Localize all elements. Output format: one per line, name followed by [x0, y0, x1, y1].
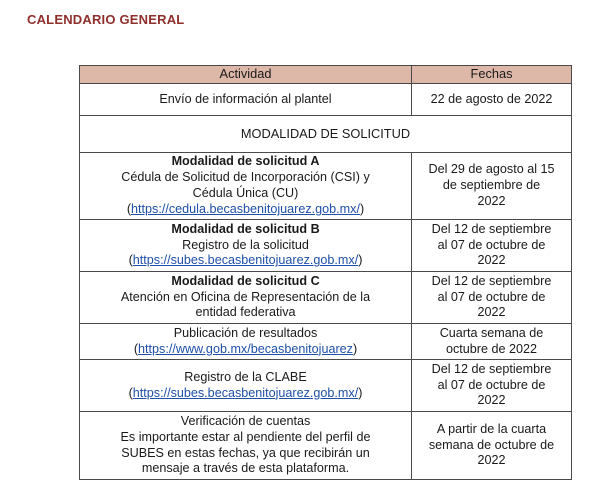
dates-text: 2022 — [477, 305, 506, 320]
calendar-table — [79, 65, 572, 480]
row-text: Es importante estar al pendiente del perfil de — [120, 429, 371, 444]
section-label: MODALIDAD DE SOLICITUD — [80, 116, 572, 153]
table-row — [80, 360, 572, 412]
dates-cell — [412, 360, 572, 412]
row-text: Atención en Oficina de Representación de la — [120, 289, 371, 304]
dates-text: al 07 de octubre de — [437, 289, 546, 304]
dates-cell — [412, 153, 572, 220]
activity-cell — [80, 220, 412, 272]
table-row — [80, 412, 572, 480]
dates-text: A partir de la cuarta — [436, 421, 547, 436]
dates-text: semana de octubre de — [428, 437, 555, 452]
dates-text: Del 12 de septiembre — [431, 273, 552, 288]
table-row — [80, 324, 572, 360]
row-text: Verificación de cuentas — [180, 413, 311, 428]
row-text: Cédula Única (CU) — [192, 186, 299, 200]
cedula-link[interactable]: (https://cedula.becasbenitojuarez.gob.mx/) — [126, 201, 365, 216]
table-header-row — [80, 66, 572, 84]
gob-link[interactable]: (https://www.gob.mx/becasbenitojuarez) — [133, 341, 358, 356]
activity-cell: Envío de información al plantel — [80, 84, 412, 116]
dates-text: 2022 — [477, 453, 506, 468]
dates-text: Cuarta semana de — [439, 325, 544, 340]
row-title: Modalidad de solicitud B — [171, 221, 320, 236]
dates-text: Del 12 de septiembre — [431, 361, 552, 376]
row-text: Registro de la CLABE — [184, 369, 307, 384]
activity-cell — [80, 153, 412, 220]
dates-cell — [412, 412, 572, 480]
dates-text: octubre de 2022 — [445, 341, 538, 356]
subes-link[interactable]: (https://subes.becasbenitojuarez.gob.mx/) — [128, 385, 363, 400]
subes-link[interactable]: (https://subes.becasbenitojuarez.gob.mx/) — [128, 253, 363, 268]
section-row — [80, 116, 572, 153]
activity-cell — [80, 360, 412, 412]
table-row — [80, 272, 572, 324]
dates-text: 2022 — [477, 193, 506, 208]
table-row — [80, 84, 572, 116]
row-title: Modalidad de solicitud A — [171, 154, 320, 169]
page-title: CALENDARIO GENERAL — [27, 12, 185, 27]
dates-text: 2022 — [477, 253, 506, 268]
dates-cell — [412, 220, 572, 272]
row-text: Cédula de Solicitud de Incorporación (CSI) y — [121, 170, 370, 185]
activity-cell — [80, 412, 412, 480]
activity-cell — [80, 272, 412, 324]
dates-cell — [412, 272, 572, 324]
table-row — [80, 220, 572, 272]
row-text: entidad federativa — [195, 305, 296, 320]
row-text: Publicación de resultados — [173, 325, 318, 340]
dates-text: de septiembre de — [442, 178, 541, 192]
dates-text: al 07 de octubre de — [437, 237, 546, 252]
row-text: mensaje a través de esta plataforma. — [141, 461, 350, 476]
activity-cell — [80, 324, 412, 360]
dates-text: al 07 de octubre de — [437, 377, 546, 392]
header-dates: Fechas — [412, 66, 572, 84]
row-text: SUBES en estas fechas, ya que recibirán un — [121, 445, 370, 460]
row-text: Registro de la solicitud — [182, 237, 309, 252]
table-row — [80, 153, 572, 220]
dates-text: 2022 — [477, 393, 506, 408]
dates-cell — [412, 324, 572, 360]
dates-cell: 22 de agosto de 2022 — [412, 84, 572, 116]
dates-text: Del 12 de septiembre — [431, 221, 552, 236]
dates-text: Del 29 de agosto al 15 — [428, 162, 555, 177]
header-activity: Actividad — [80, 66, 412, 84]
row-title: Modalidad de solicitud C — [171, 273, 320, 288]
